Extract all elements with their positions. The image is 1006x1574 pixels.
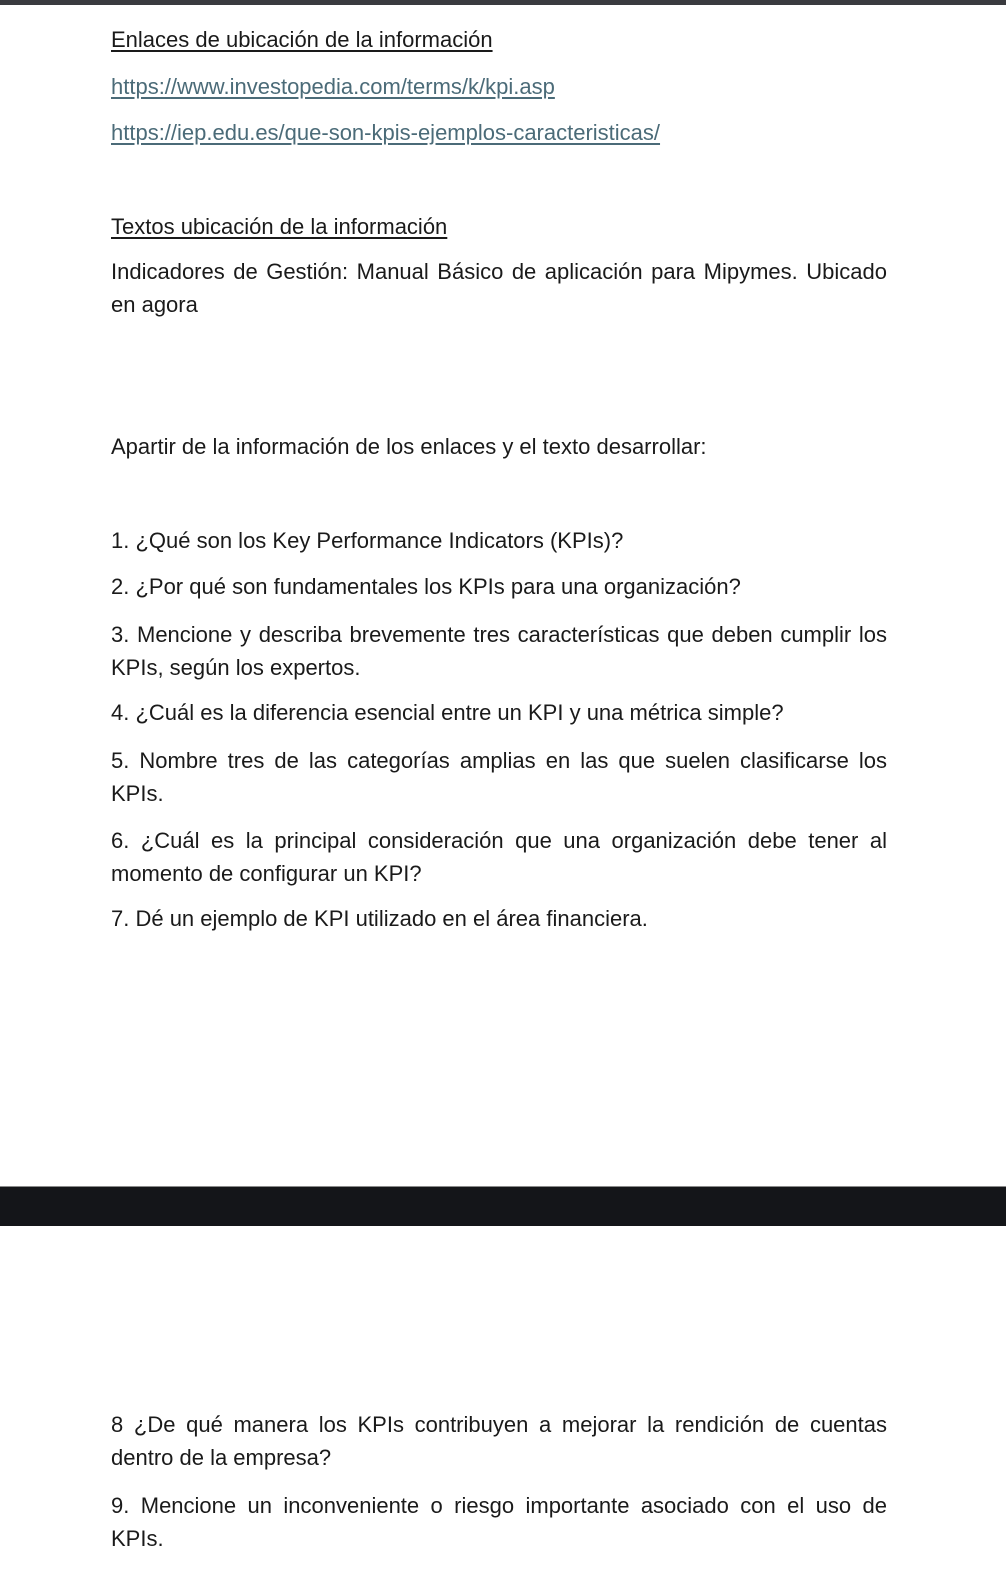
link-investopedia[interactable]: https://www.investopedia.com/terms/k/kpi.asp xyxy=(111,74,555,99)
texts-heading: Textos ubicación de la información xyxy=(111,214,448,239)
question-4: 4. ¿Cuál es la diferencia esencial entre un KPI y una métrica simple? xyxy=(111,700,784,725)
page-separator-band xyxy=(0,1186,1006,1226)
question-1: 1. ¿Qué son los Key Performance Indicators (KPIs)? xyxy=(111,528,624,553)
instruction: Apartir de la información de los enlaces y el texto desarrollar: xyxy=(111,434,707,459)
link-iep[interactable]: https://iep.edu.es/que-son-kpis-ejemplos-caracteristicas/ xyxy=(111,120,661,145)
links-heading: Enlaces de ubicación de la información xyxy=(111,27,493,52)
top-bar xyxy=(0,0,1006,5)
question-9: 9. Mencione un inconveniente o riesgo importante asociado con el uso de KPIs. xyxy=(111,1493,887,1551)
question-2: 2. ¿Por qué son fundamentales los KPIs para una organización? xyxy=(111,574,741,599)
question-5: 5. Nombre tres de las categorías amplias en las que suelen clasificarse los KPIs. xyxy=(111,748,887,806)
question-6: 6. ¿Cuál es la principal consideración que una organización debe tener al momento de configurar un KPI? xyxy=(111,828,887,886)
texts-body: Indicadores de Gestión: Manual Básico de aplicación para Mipymes. Ubicado en agora xyxy=(111,259,887,317)
question-3: 3. Mencione y describa brevemente tres características que deben cumplir los KPIs, según los expertos. xyxy=(111,622,887,680)
question-7: 7. Dé un ejemplo de KPI utilizado en el área financiera. xyxy=(111,906,648,931)
question-8: 8 ¿De qué manera los KPIs contribuyen a mejorar la rendición de cuentas dentro de la empresa? xyxy=(111,1412,887,1470)
